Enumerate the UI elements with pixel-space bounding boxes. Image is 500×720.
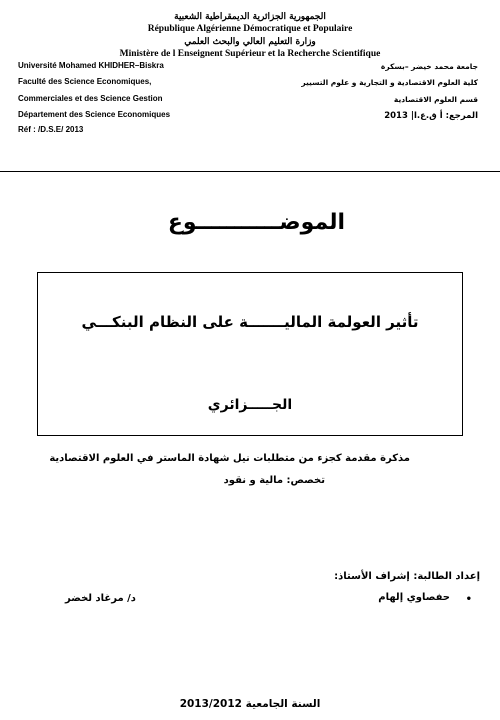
- reference-ar: المرجع: أ ق.ع.ا| 2013: [384, 111, 478, 121]
- university-name-fr: Université Mohamed KHIDHER–Biskra: [18, 61, 164, 70]
- academic-year: السنة الجامعية 2013/2012: [179, 698, 321, 710]
- memo-line-2: تخصص: مالية و نقود: [223, 475, 325, 486]
- reference-fr: Réf : /D.S.E/ 2013: [18, 125, 84, 134]
- memo-line-1: مذكرة مقدمة كجزء من متطلبات نيل شهادة الماستر في العلوم الاقتصادية: [49, 453, 410, 464]
- student-bullet: •: [465, 594, 472, 605]
- thesis-title-line-1: تأثير العولمة الماليـــــــة على النظام البنكـــي: [81, 313, 419, 331]
- university-name-ar: جامعة محمد خيضر –بسكرة: [380, 62, 478, 71]
- faculty-name-fr-2: Commerciales et des Science Gestion: [18, 94, 163, 103]
- subject-heading: الموضـــــــــــوع: [167, 210, 345, 235]
- prepared-supervision-label: إعداد الطالبة: إشراف الأستاذ:: [334, 571, 480, 582]
- header-french-ministry: Ministère de l Enseignent Supérieur et la Recherche Scientifique: [119, 49, 381, 59]
- faculty-name-ar: كلية العلوم الاقتصادية و التجارية و علوم التسيير: [301, 78, 478, 87]
- department-name-ar: قسم العلوم الاقتصادية: [393, 95, 478, 104]
- supervisor-name: د/ مرغاد لخضر: [65, 593, 136, 604]
- department-name-fr: Département des Science Economiques: [18, 110, 171, 119]
- student-name: حفصاوي إلهام: [378, 592, 450, 603]
- header-divider: [0, 171, 500, 172]
- thesis-title-line-2: الجـــــزائري: [207, 397, 293, 413]
- header-arabic-republic: الجمهورية الجزائرية الديمقراطية الشعبية: [174, 12, 326, 22]
- header-french-republic: République Algérienne Démocratique et Populaire: [147, 24, 353, 34]
- faculty-name-fr-1: Faculté des Science Economiques,: [18, 77, 152, 86]
- header-arabic-ministry: وزارة التعليم العالي والبحث العلمي: [184, 37, 316, 47]
